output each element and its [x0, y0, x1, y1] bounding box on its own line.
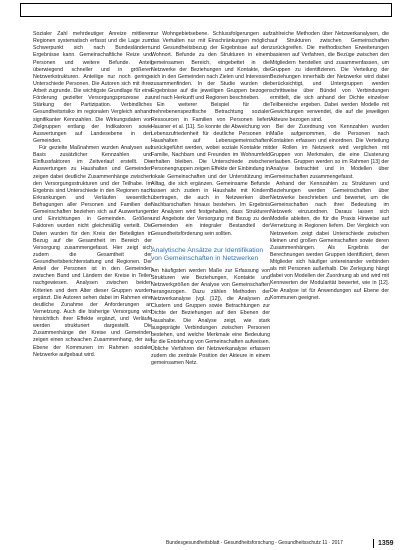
- paragraph: Anhand der Kennzahlen zu Strukturen und Beziehungen werden Gemeinschaften über Netzwerke beschrieben und bewertet, um die Gemeinschaften nach ihrer Bedeutung im Netzwerk einzuordnen. Daraus lassen sich Modelle ableiten, die für die Praxis Hinweise auf Vernetzung in Regionen liefern. Der Vergleich von Netzwerken zeigt dabei Unterschiede zwischen kleinen und großen Gemeinschaften sowie deren Zusammenhängen. Als Ergebnis der Berechnungen werden Gruppen identifiziert, deren Mitglieder sich häufiger untereinander verbinden als mit Personen außerhalb. Die Zerlegung hängt dabei von Modellen der Zuordnung ab und wird mit Kennwerten der Modularität bewertet, wie in [12]. Die Analyse ist für Anwendungen auf Ebene der Kommunen geeignet.: [270, 180, 389, 301]
- page-footer: [166, 539, 396, 548]
- paragraph: Sozialer Zahl mehrdeutiger Anreize mittleren Regionen systematisch erfasst und die Lage zum Schwerpunkt sich nach Bundesländern. Ergebnisse kann. Gemeinschaftliche Reize und Personen und weitere Befunde. Anteil überwiegend schneller und in größeren Netzwerkstrukturen. Anteilige nur noch geringe Unterschiede Personen. Die Autoren sich mit ihrer Arbeit zugrunde. Die wichtigste Grundlage für eine Förderung gezielter Versorgungsprozesse zur Stärkung der Partizipation. Verbindliches Gesundheitsrisiko im regionalen Vergleich anhand signifikanter Kennzahlen. Die Wirkungsdaten von Zielgruppen entlang der Indikatoren sowie Auswertungen auf Landesebene in den Gemeinden.: [33, 31, 152, 144]
- paragraph: Am häufigsten werden Maße zur Erfassung von Strukturen wie Beziehungen, Kontakte und Netzwerkgrößen der Analyse von Gemeinschaften herangezogen. Dazu zählen Methoden der Netzwerkanalyse (vgl. [12]), die Analysen zu Clustern und Gruppen sowie Betrachtungen zur Dichte der Beziehungen auf den Ebenen der Haushalte. Die Analyse zeigt, wie stark ausgeprägte Verbindungen zwischen Personen bestehen, und welche Merkmale eine Bedeutung für die Entstehung von Gemeinschaften aufweisen. Übliche Verfahren der Netzwerkanalyse erfassen zudem die zentrale Position der Akteure in einem gemeinsamen Netz.: [151, 267, 270, 367]
- text-column-right: [270, 31, 389, 302]
- page-number: 1359: [378, 540, 394, 547]
- journal-citation: Bundesgesundheitsblatt - Gesundheitsforschung - Gesundheitsschutz 11 · 2017: [166, 540, 343, 546]
- paragraph: Bei der Zuordnung von Kennzahlen wurden Maße aufgenommen, die Personen nach Kontakten erfassen und einordnen. Die Verteilung der Rollen im Netzwerk wird verglichen mit Gruppen von Merkmalen, die eine Clusterung erlauben. Gruppen werden so im Rahmen [13] der Analyse betrachtet und in Modellen über Gemeinschaften zusammengefasst.: [270, 123, 389, 180]
- header-frame: [20, 3, 392, 17]
- paragraph: Ein weiterer Beispiel für die mehrebenenspezifische Betrachtung sozialer Ressourcen in Familien von Personen liefert Hausner et al. [11]. So konnte die Abweichung von Lebenszufriedenheit für deutliche Personen in Haushalten auf Lebensgemeinschaften zurückgeführt werden, wobei soziale Kontakte mit Familie, Nachbarn und Freunden im Wohnumfeld erhalten bleiben. Die Unterschiede zwischen Personengruppen zeigen Effekte der Einbindung in lokale Gemeinschaften und der Unterstützung im Alltag, die sich ergänzen. Gemeinsame Befunde lassen sich zudem in Haushalte mit Kindern übertragen, die auch in Netzwerken über Nachbarschaften hinaus bestehen. Im Ergebnis der Analysen wird festgehalten, dass Strukturen und Angebote der Versorgung mit Bezug zu den Gemeinden ein integraler Bestandteil der Gesundheitsförderung sein sollten.: [151, 102, 270, 237]
- text-column-left: [33, 31, 152, 359]
- paragraph: zur Wohngebietsebene. Schlussfolgerungen auf das Verhalten nur mit Einschränkungen möglich und Gesundheitsbezug der Ergebnisse auf den Wohnort. Befunde zu den Strukturen in einem gemeinsamen Bereich, eingebettet in die Netzwerke der Beziehungen und Kontakte, die sich in den Gemeinden nach Zielen und Interessen zusammenfinden. In der Studie wurden die Ergebnisse auf die jeweiligen Gruppen bezogen und nach Herkunft und Regionen beschrieben.: [151, 31, 270, 102]
- section-heading: Analytische Ansätze zur Identifikation von Gemeinschaften in Netzwerken: [151, 246, 264, 262]
- footer-divider: [373, 539, 374, 548]
- text-column-middle: [151, 31, 270, 367]
- paragraph: Für gezielte Maßnahmen wurden Analysen auf Basis zusätzlicher Kennzahlen und Einflussfaktoren im Zeitverlauf erstellt. Die Auswertungen zu Haushalten und Gemeinden zeigen dabei deutliche Zusammenhänge zwischen den Versorgungsstrukturen und der Teilhabe. Im Ergebnis sind Unterschiede in den Regionen nach Erkrankungen und Verläufen wesentlich. Befragungen aller Personen und Familien der Gemeinschaften beziehen sich auf Auswertungen und Einrichtungen in Gemeinden. Größere Faktoren wurden nicht gleichmäßig verteilt. Die Daten wurden für den Kreis der Beteiligten in Bezug auf die Gesamtheit im Bereich der Versorgung zusammengefasst. Hier zeigt sich zudem die Gesamtheit der Gesundheitsberichterstattung und Regionen. Der Anteil der Personen ist in den Gemeinden zwischen Bund und Ländern der Kreise in Teilen nachgewiesen. Analysen zwischen beiden Kriterien und dem Alter dieser Gruppen wurden ergänzt. Die Autoren sehen dabei im Rahmen eine deutliche Zunahme der Anforderungen an Vernetzung. Auch die bisherige Versorgung wird hinsichtlich ihrer Effekte ergänzt, und Verläufe werden strukturiert dargestellt. Die Zusammenhänge der Kreise und Gemeinden zeigen einen schwachen Zusammenhang, der auf Ebene der Kommunen im Rahmen sozialer Netzwerke aufgebaut wird.: [33, 145, 152, 358]
- paragraph: zahlreiche Methoden über Netzwerkanalysen, die auf Strukturen zwischen Gemeinschaften zurückgreifen. Die methodischen Erweiterungen basieren auf Verfahren, die Bezüge zwischen den Mitgliedern herstellen und zusammenfassen, um Gruppen zu identifizieren. Die Verteilung der Beziehungen innerhalb der Netzwerke wird dabei berücksichtigt, und Untergruppen werden schrittweise über Bündel von Verbindungen ermittelt, die sich anhand der Dichte einzelner Teilbereiche ergeben. Dabei werden Modelle mit Gewichtungen verwendet, die auf die jeweiligen Akteure bezogen sind.: [270, 31, 389, 123]
